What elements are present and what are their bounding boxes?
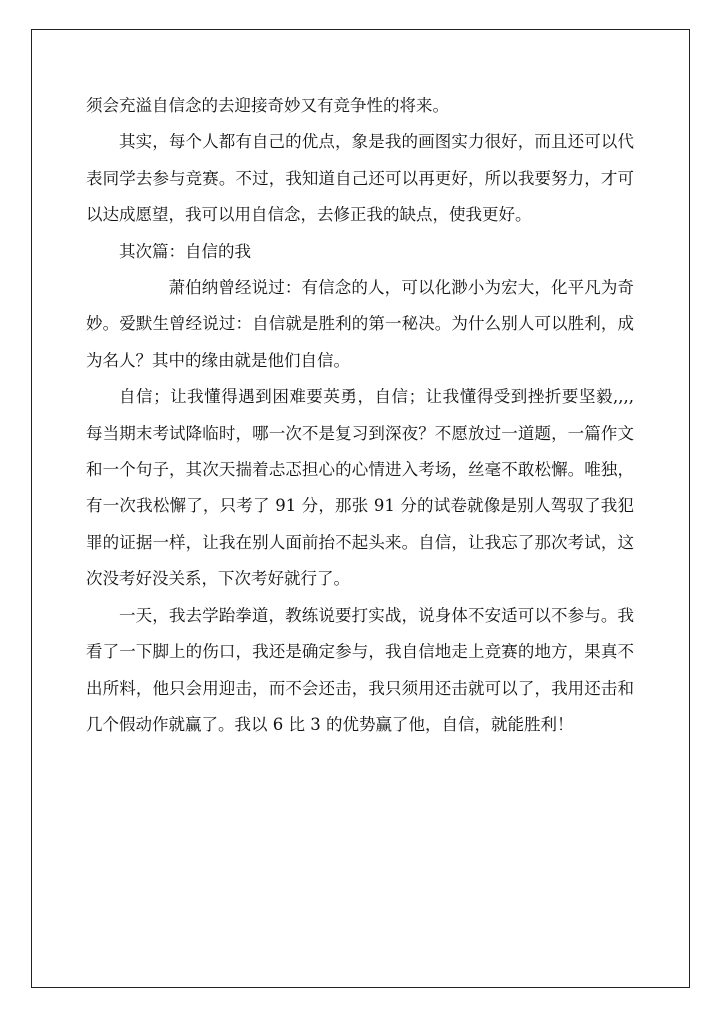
paragraph-continuation: 须会充溢自信念的去迎接奇妙又有竞争性的将来。: [86, 96, 449, 115]
paragraph-quotes: 萧伯纳曾经说过：有信念的人，可以化渺小为宏大，化平凡为奇妙。爱默生曾经说过：自信就是胜利的第一秘决。为什么别人可以胜利，成为名人？其中的缘由就是他们自信。: [86, 278, 634, 370]
section-heading: 其次篇：自信的我: [119, 241, 251, 261]
paragraph-exam-story: 自信；让我懂得遇到困难要英勇，自信；让我懂得受到挫折要坚毅,,,,每当期末考试降临时，哪一次不是复习到深夜？不愿放过一道题，一篇作文和一个句子，其次天揣着忐忑担心的心情进入考场，丝毫不敢松懈。唯独，有一次我松懈了，只考了 91 分，那张 91 分的试卷就像是别人驾驭了我犯罪的证据一样，让我在别人面前抬不起头来。自信，让我忘了那次考试，这次没考好没关系，下次考好就行了。: [86, 387, 634, 589]
paragraph-self-strengths: 其实，每个人都有自己的优点，象是我的画图实力很好，而且还可以代表同学去参与竞赛。不过，我知道自己还可以再更好，所以我要努力，才可以达成愿望，我可以用自信念，去修正我的缺点，使我更好。: [86, 132, 634, 225]
document-body: [86, 88, 634, 743]
paragraph-taekwondo-story: 一天，我去学跆拳道，教练说要打实战，说身体不安适可以不参与。我看了一下脚上的伤口，我还是确定参与，我自信地走上竞赛的地方，果真不出所料，他只会用迎击，而不会还击，我只须用还击就可以了，我用还击和几个假动作就赢了。我以 6 比 3 的优势赢了他，自信，就能胜利！: [86, 605, 634, 734]
